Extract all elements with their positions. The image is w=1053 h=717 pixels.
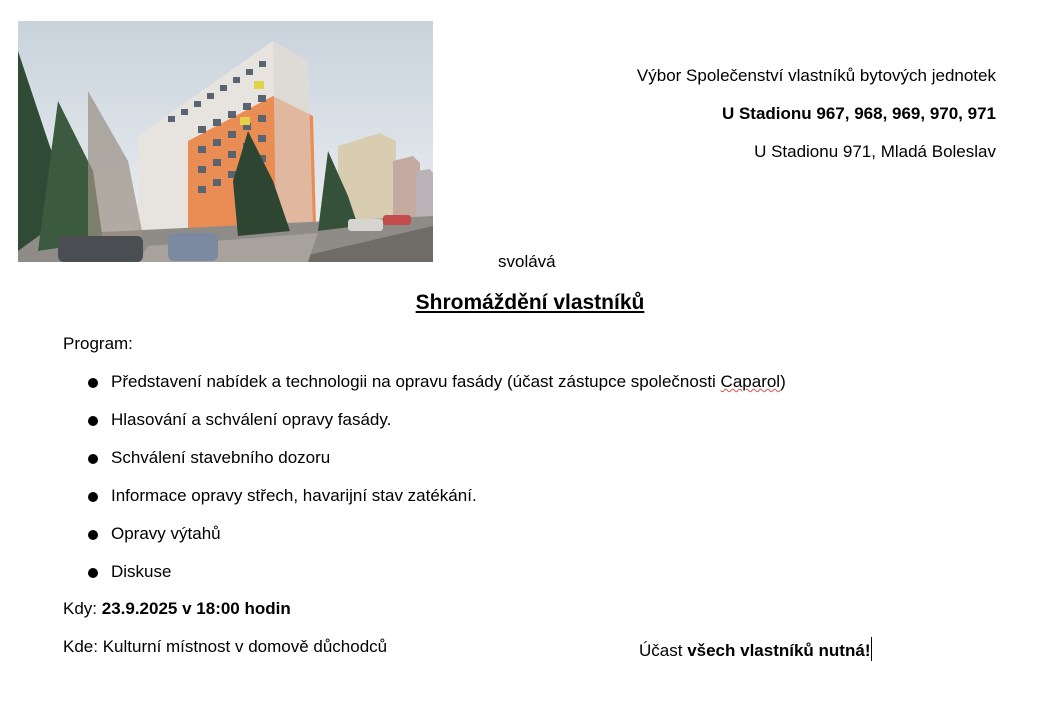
program-list: [85, 371, 786, 599]
page-title: Shromáždění vlastníků: [415, 291, 645, 314]
meeting-location-value: Kulturní místnost v domově důchodců: [102, 637, 388, 656]
convenes-text: svolává: [498, 252, 556, 271]
building-photo: [18, 21, 433, 262]
committee-header: [637, 66, 996, 180]
meeting-time: Kdy: 23.9.2025 v 18:00 hodin: [63, 599, 291, 618]
bullet-icon: [88, 530, 98, 540]
list-item: Představení nabídek a technologii na opravu fasády (účast zástupce společnosti Caparol): [85, 371, 786, 409]
list-item: Hlasování a schválení opravy fasády.: [85, 409, 786, 447]
program-label: Program:: [63, 334, 133, 353]
meeting-location: Kde: Kulturní místnost v domově důchodců: [63, 637, 388, 656]
bullet-icon: [88, 492, 98, 502]
committee-name: Výbor Společenství vlastníků bytových jednotek: [636, 66, 996, 85]
spellcheck-word: Caparol: [720, 372, 781, 391]
building-addresses: U Stadionu 967, 968, 969, 970, 971: [721, 104, 996, 123]
list-item: Diskuse: [85, 561, 786, 599]
text-cursor: [871, 637, 872, 661]
meeting-date-value: 23.9.2025 v 18:00 hodin: [101, 599, 291, 618]
bullet-icon: [88, 454, 98, 464]
attendance-note[interactable]: Účast všech vlastníků nutná!: [639, 637, 872, 661]
bullet-icon: [88, 378, 98, 388]
list-item: Informace opravy střech, havarijní stav zatékání.: [85, 485, 786, 523]
committee-address: U Stadionu 971, Mladá Boleslav: [754, 142, 996, 161]
bullet-icon: [88, 416, 98, 426]
list-item: Schválení stavebního dozoru: [85, 447, 786, 485]
list-item: Opravy výtahů: [85, 523, 786, 561]
bullet-icon: [88, 568, 98, 578]
